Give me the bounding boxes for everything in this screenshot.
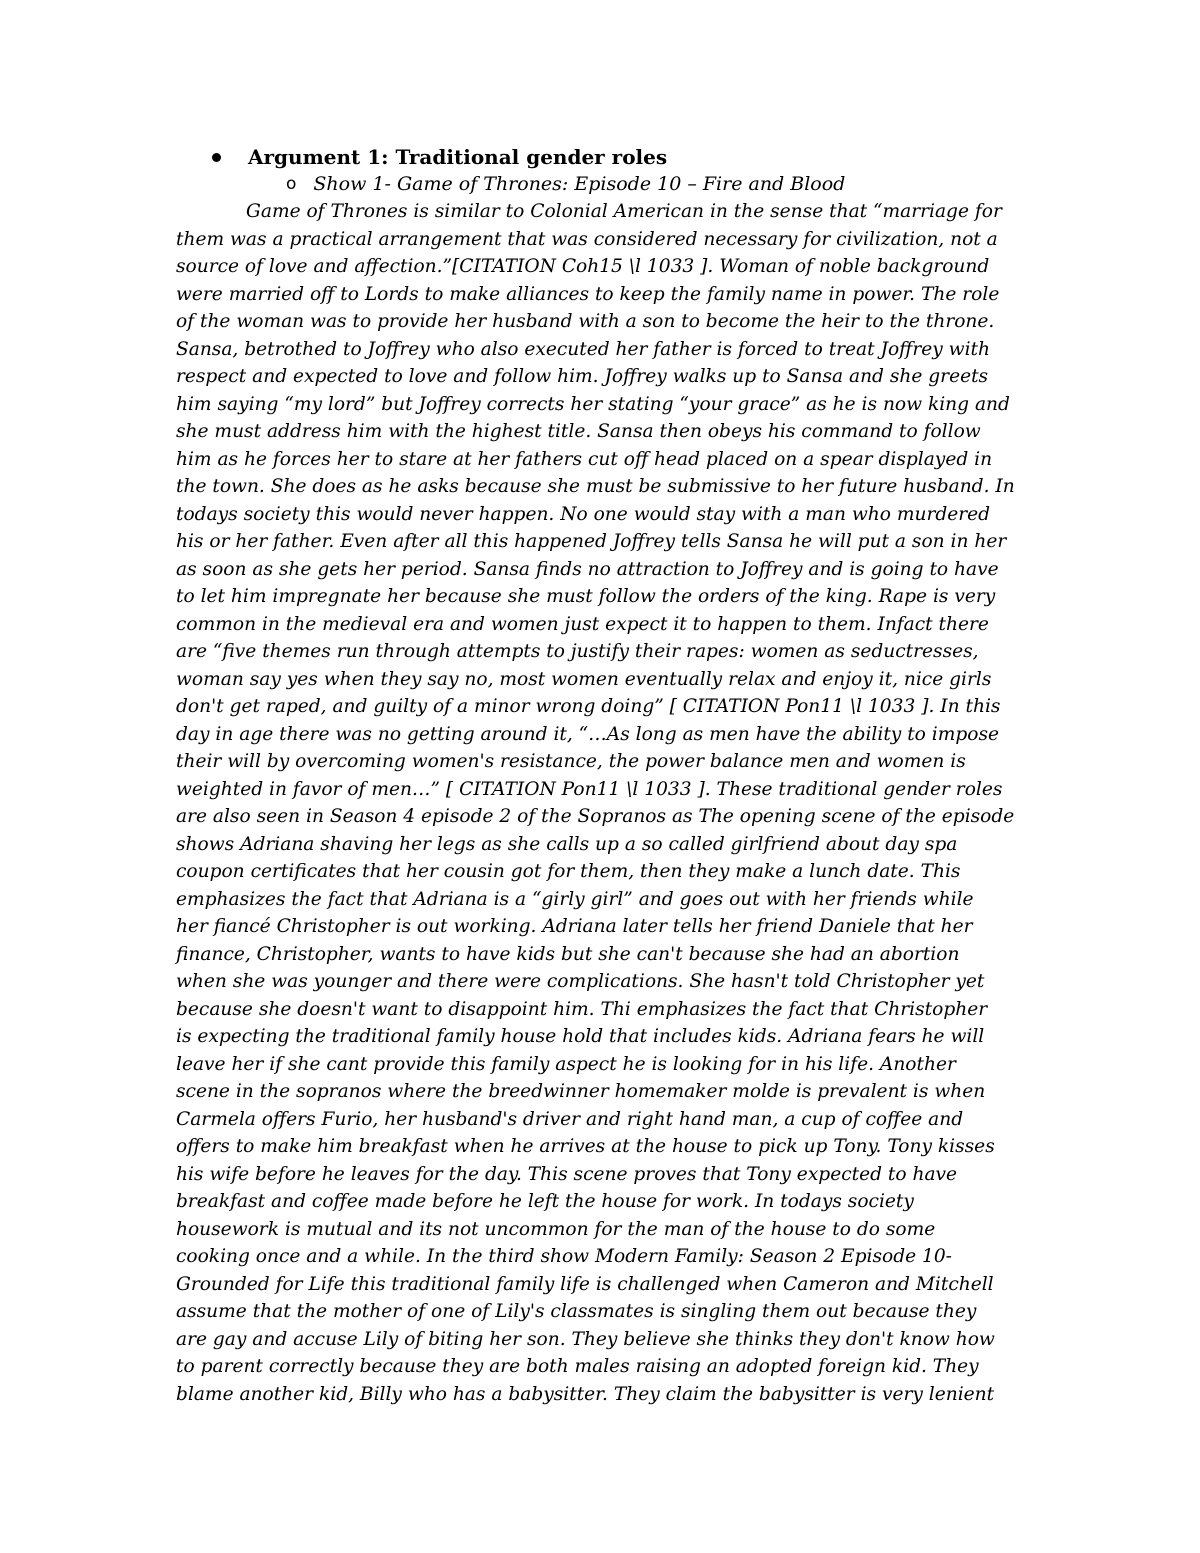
show-heading: Show 1- Game of Thrones: Episode 10 – Fire and Blood <box>313 173 846 195</box>
body-line: finance, Christopher, wants to have kids but she can't because she had an abortion <box>176 943 960 965</box>
body-line: leave her if she cant provide this family aspect he is looking for in his life. Another <box>176 1053 956 1075</box>
body-line: of the woman was to provide her husband with a son to become the heir to the throne. <box>176 311 995 332</box>
body-line: were married off to Lords to make alliances to keep the family name in power. The role <box>176 283 1000 305</box>
body-line: woman say yes when they say no, most women eventually relax and enjoy it, nice girls <box>176 668 992 690</box>
body-line: are also seen in Season 4 episode 2 of the Sopranos as The opening scene of the episode <box>176 806 1015 827</box>
body-line: coupon certificates that her cousin got for them, then they make a lunch date. This <box>176 861 961 882</box>
body-line: source of love and affection.”[CITATION Coh15 \l 1033 ]. Woman of noble background <box>176 256 990 277</box>
show-subbullet <box>286 170 845 198</box>
body-paragraph <box>176 198 1036 1408</box>
argument-bullet <box>212 143 667 171</box>
body-line: him saying “my lord” but Joffrey corrects her stating “your grace” as he is now king and <box>176 393 1010 415</box>
body-line: his or her father. Even after all this happened Joffrey tells Sansa he will put a son in her <box>176 531 1007 552</box>
body-line: the town. She does as he asks because she must be submissive to her future husband. In <box>176 476 1015 497</box>
body-line: emphasizes the fact that Adriana is a “girly girl” and goes out with her friends while <box>176 888 974 910</box>
body-line: she must address him with the highest title. Sansa then obeys his command to follow <box>176 421 981 442</box>
body-line: blame another kid, Billy who has a babysitter. They claim the babysitter is very lenient <box>176 1383 995 1405</box>
body-line: respect and expected to love and follow him. Joffrey walks up to Sansa and she greets <box>176 366 989 387</box>
body-line: them was a practical arrangement that was considered necessary for civilization, not a <box>176 228 998 250</box>
body-line: her fiancé Christopher is out working. Adriana later tells her friend Daniele that her <box>176 916 973 937</box>
body-line: is expecting the traditional family house hold that includes kids. Adriana fears he will <box>176 1026 985 1047</box>
body-line: cooking once and a while. In the third show Modern Family: Season 2 Episode 10- <box>176 1246 952 1267</box>
body-line: day in age there was no getting around it, “…As long as men have the ability to impose <box>176 723 1000 745</box>
body-line: his wife before he leaves for the day. This scene proves that Tony expected to have <box>176 1163 958 1185</box>
body-line: because she doesn't want to disappoint him. Thi emphasizes the fact that Christopher <box>176 998 988 1020</box>
body-line: are gay and accuse Lily of biting her son. They believe she thinks they don't know how <box>176 1328 995 1350</box>
body-line: breakfast and coffee made before he left the house for work. In todays society <box>176 1191 914 1212</box>
body-line: Grounded for Life this traditional family life is challenged when Cameron and Mitchell <box>176 1273 994 1295</box>
body-line: housework is mutual and its not uncommon for the man of the house to do some <box>176 1218 936 1240</box>
body-line: as soon as she gets her period. Sansa finds no attraction to Joffrey and is going to have <box>176 558 999 580</box>
bullet-icon <box>212 153 221 162</box>
body-line: to parent correctly because they are both males raising an adopted foreign kid. They <box>176 1356 979 1377</box>
body-line: Game of Thrones is similar to Colonial American in the sense that “marriage for <box>246 201 1002 222</box>
body-line: shows Adriana shaving her legs as she calls up a so called girlfriend about day spa <box>176 833 958 855</box>
body-line: offers to make him breakfast when he arrives at the house to pick up Tony. Tony kisses <box>176 1136 995 1157</box>
body-line: Carmela offers Furio, her husband's driver and right hand man, a cup of coffee and <box>176 1108 964 1130</box>
body-line: their will by overcoming women's resistance, the power balance men and women is <box>176 751 966 772</box>
body-line: todays society this would never happen. No one would stay with a man who murdered <box>176 503 991 525</box>
body-line: scene in the sopranos where the breedwinner homemaker molde is prevalent is when <box>176 1081 986 1102</box>
body-line: are “five themes run through attempts to justify their rapes: women as seductresses, <box>176 641 979 662</box>
body-line: assume that the mother of one of Lily's classmates is singling them out because they <box>176 1301 977 1322</box>
body-line: common in the medieval era and women just expect it to happen to them. Infact there <box>176 613 989 635</box>
body-line: when she was younger and there were complications. She hasn't told Christopher yet <box>176 971 985 992</box>
body-line: weighted in favor of men…” [ CITATION Pon11 \l 1033 ]. These traditional gender roles <box>176 778 1003 800</box>
argument-heading: Argument 1: Traditional gender roles <box>248 145 668 169</box>
body-line: him as he forces her to stare at her fathers cut off head placed on a spear displayed in <box>176 448 993 470</box>
body-line: to let him impregnate her because she must follow the orders of the king. Rape is very <box>176 586 996 607</box>
body-line: don't get raped, and guilty of a minor wrong doing” [ CITATION Pon11 \l 1033 ]. In this <box>176 696 1001 717</box>
body-line: Sansa, betrothed to Joffrey who also executed her father is forced to treat Joffrey with <box>176 338 990 360</box>
subbullet-marker: o <box>286 174 297 194</box>
